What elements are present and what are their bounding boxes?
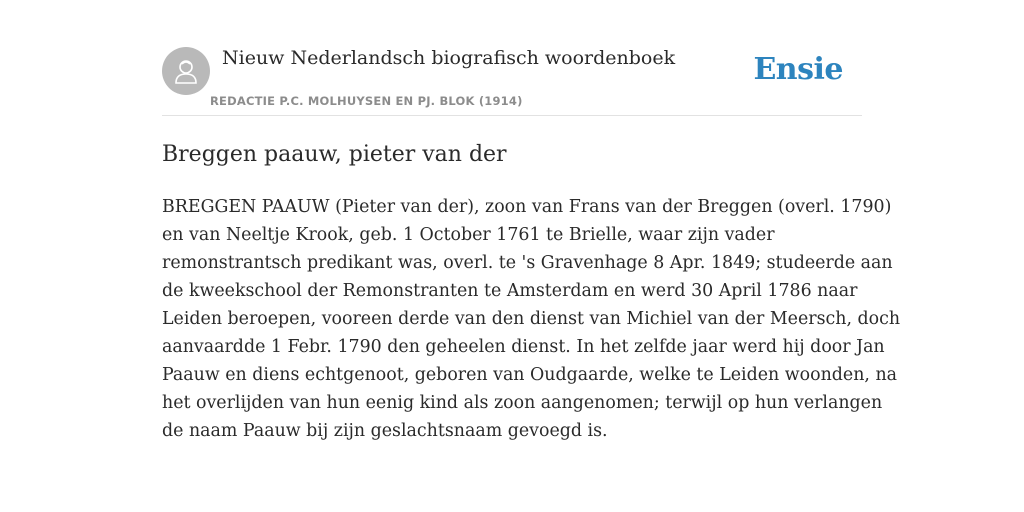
ensie-logo[interactable]: Ensie bbox=[753, 52, 843, 87]
content-container bbox=[162, 0, 901, 441]
entry-body-line: en van Neeltje Krook, geb. 1 October 1761 te Brielle, waar zijn vader bbox=[162, 225, 775, 245]
source-editors: REDACTIE P.C. MOLHUYSEN EN PJ. BLOK (1914) bbox=[210, 94, 523, 108]
source-header bbox=[162, 0, 862, 116]
user-icon bbox=[173, 57, 199, 85]
source-avatar[interactable] bbox=[162, 47, 210, 95]
entry-body-line: het overlijden van hun eenig kind als zoon aangenomen; terwijl op hun verlangen bbox=[162, 393, 883, 413]
entry-body-line: de kweekschool der Remonstranten te Amsterdam en werd 30 April 1786 naar bbox=[162, 281, 858, 301]
entry-body-line: remonstrantsch predikant was, overl. te 's Gravenhage 8 Apr. 1849; studeerde aan bbox=[162, 253, 893, 273]
entry-body-line: aanvaardde 1 Febr. 1790 den geheelen dienst. In het zelfde jaar werd hij door Jan bbox=[162, 337, 885, 357]
entry-body-line: Leiden beroepen, vooreen derde van den dienst van Michiel van der Meersch, doch bbox=[162, 309, 901, 329]
entry-body-line: de naam Paauw bij zijn geslachtsnaam gevoegd is. bbox=[162, 421, 608, 441]
entry-body-line: BREGGEN PAAUW (Pieter van der), zoon van Frans van der Breggen (overl. 1790) bbox=[162, 197, 892, 217]
entry-body bbox=[162, 193, 901, 445]
source-title[interactable]: Nieuw Nederlandsch biografisch woordenboek bbox=[222, 47, 676, 69]
entry-body-line: Paauw en diens echtgenoot, geboren van Oudgaarde, welke te Leiden woonden, na bbox=[162, 365, 898, 385]
entry-title: Breggen paauw, pieter van der bbox=[162, 142, 507, 167]
